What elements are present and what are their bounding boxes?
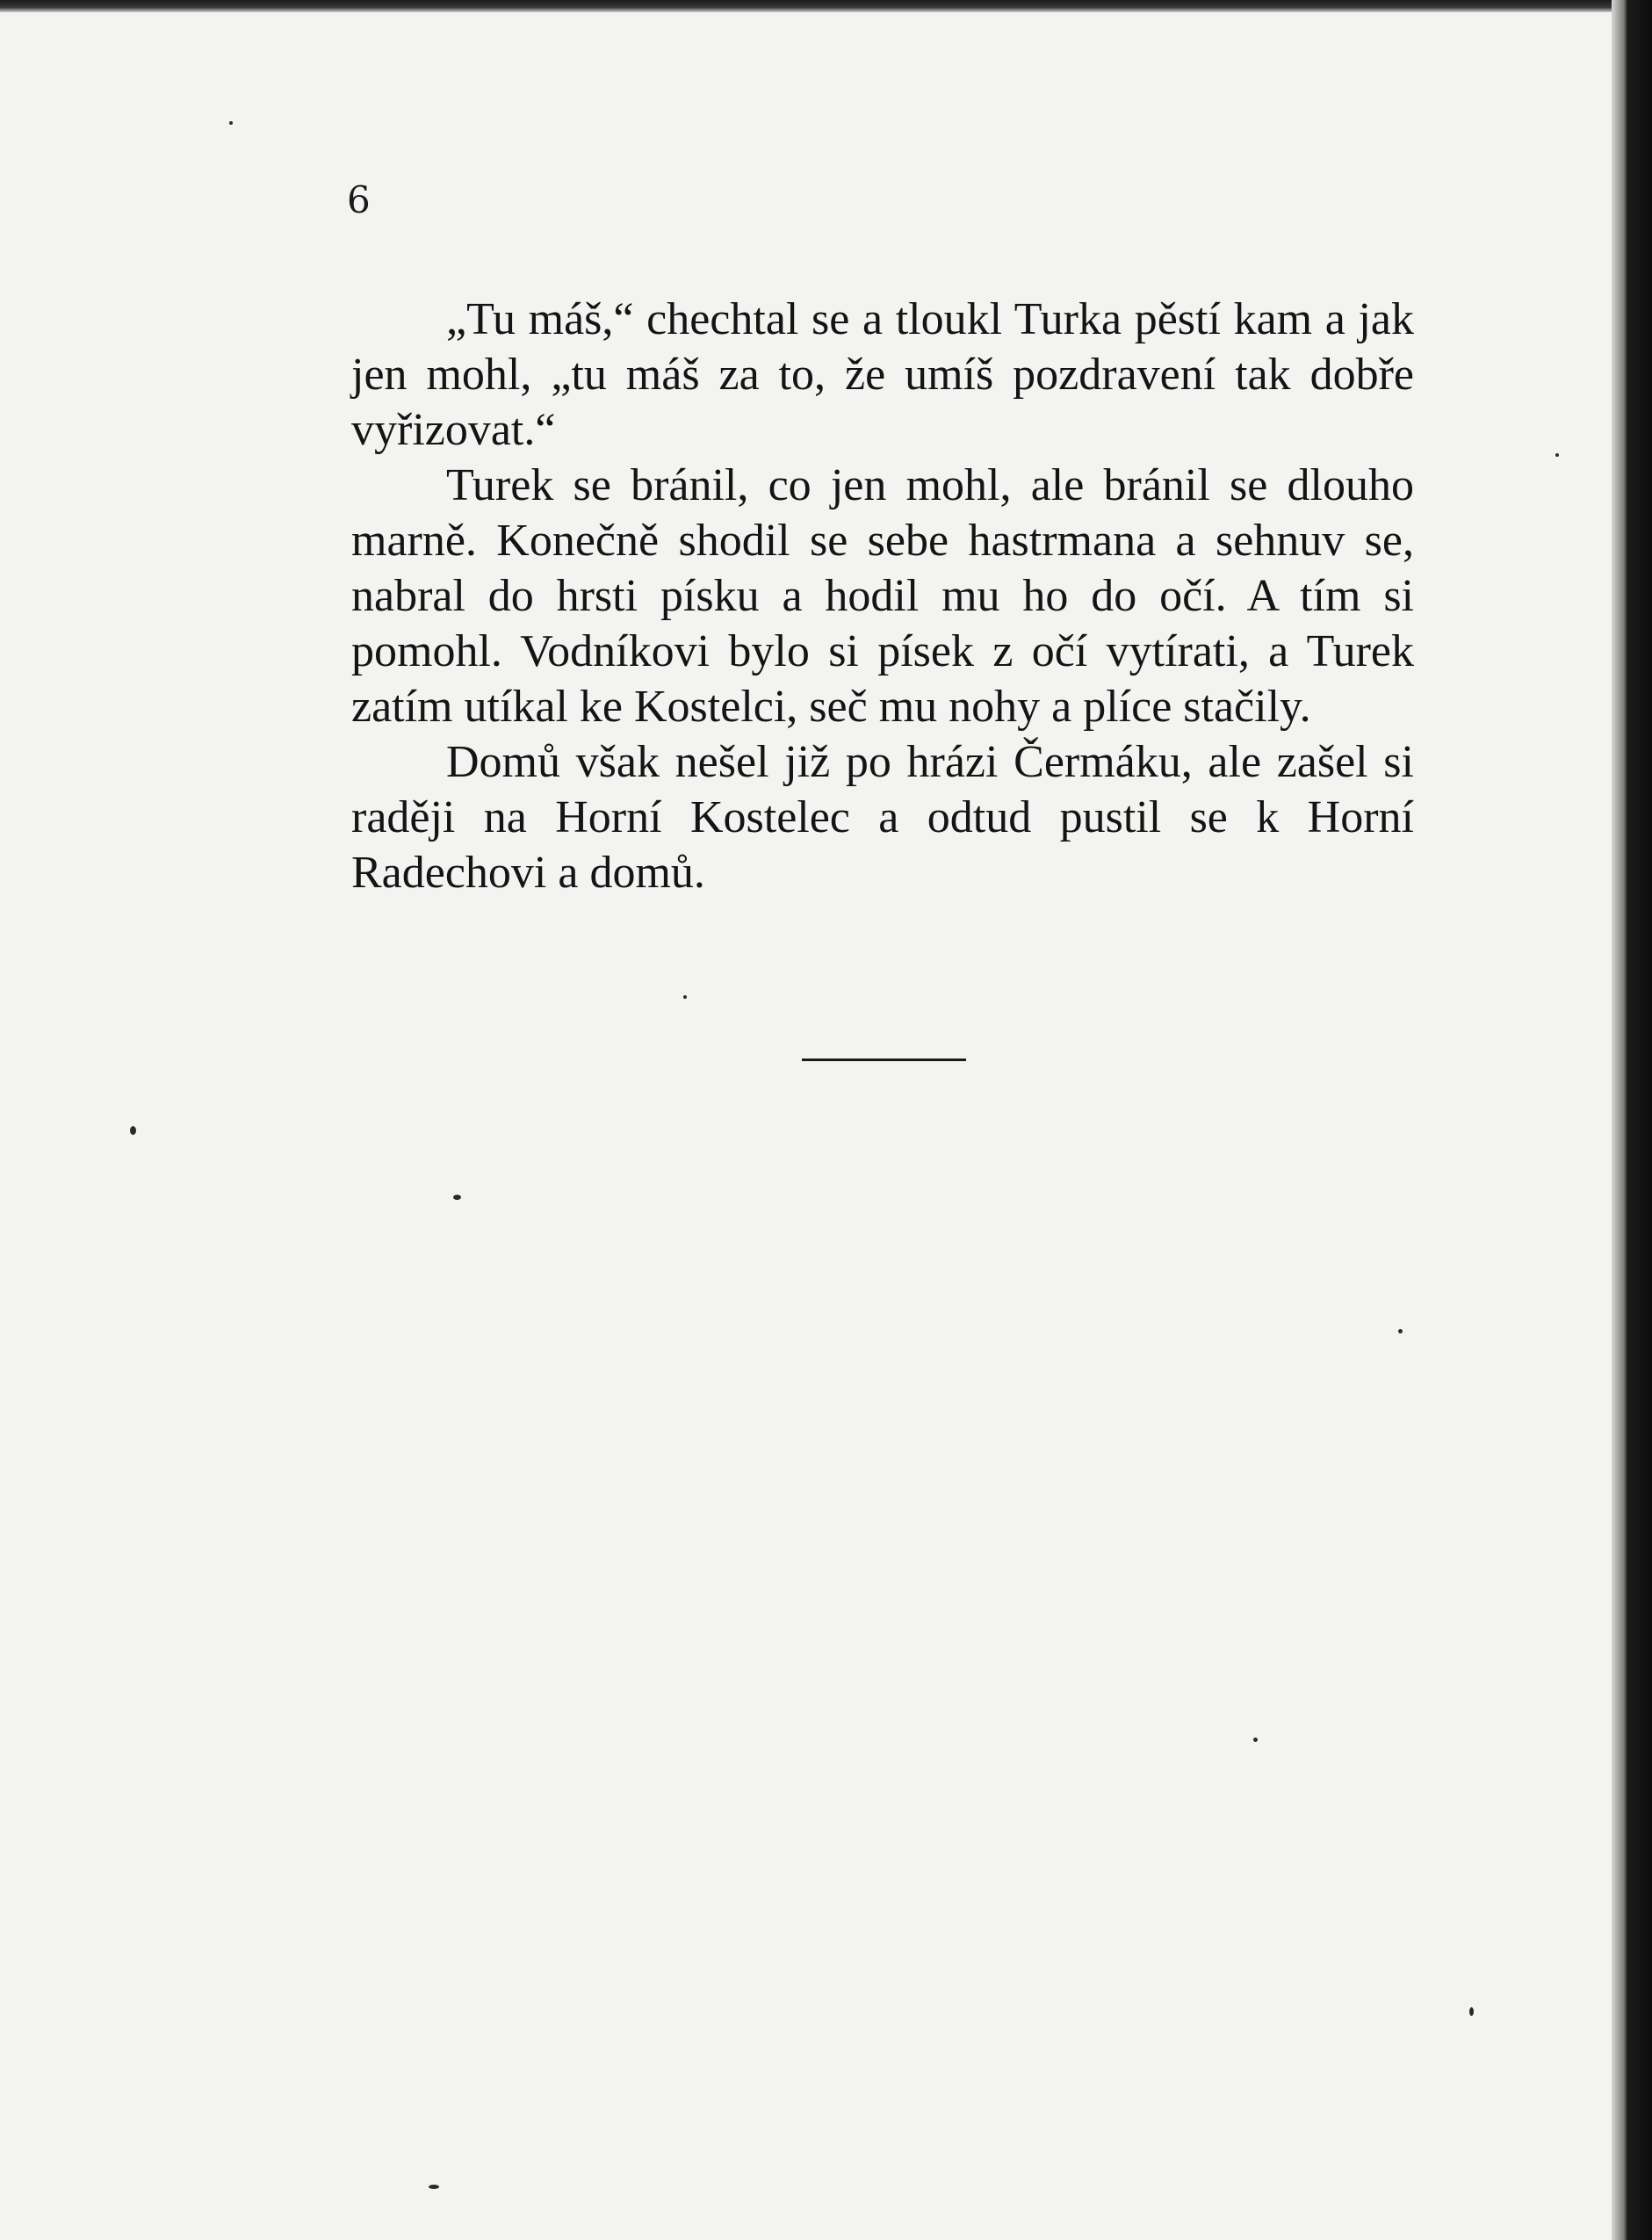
end-of-chapter-rule (802, 1059, 966, 1061)
scan-speck (130, 1126, 136, 1135)
scan-speck (683, 995, 687, 999)
scan-speck (1398, 1329, 1403, 1333)
scan-speck (229, 121, 233, 125)
scan-speck (1253, 1738, 1258, 1742)
body-text (351, 292, 1414, 900)
scan-speck (1555, 453, 1559, 457)
scan-speck (429, 2185, 439, 2189)
paragraph-3: Domů však nešel již po hrázi Čermáku, ale zašel si raději na Horní Kostelec a odtud pustil se k Horní Radechovi a domů. (351, 737, 1414, 898)
scan-speck (1469, 2007, 1474, 2016)
page-number: 6 (347, 178, 371, 221)
paragraph-2: Turek se bránil, co jen mohl, ale bránil se dlouho marně. Konečně shodil se sebe hastrmana a sehnuv se, nabral do hrsti písku a hodil mu ho do očí. A tím si pomohl. Vodníkovi bylo si písek z očí vytírati, a Turek zatím utíkal ke Kostelci, seč mu nohy a plíce stačily. (351, 460, 1414, 732)
paragraph-1: „Tu máš,“ chechtal se a tloukl Turka pěstí kam a jak jen mohl, „tu máš za to, že umíš pozdravení tak dobře vyřizovat.“ (351, 294, 1414, 455)
scan-right-edge (1612, 0, 1652, 2240)
scan-top-edge (0, 0, 1652, 12)
scan-speck (453, 1195, 461, 1200)
